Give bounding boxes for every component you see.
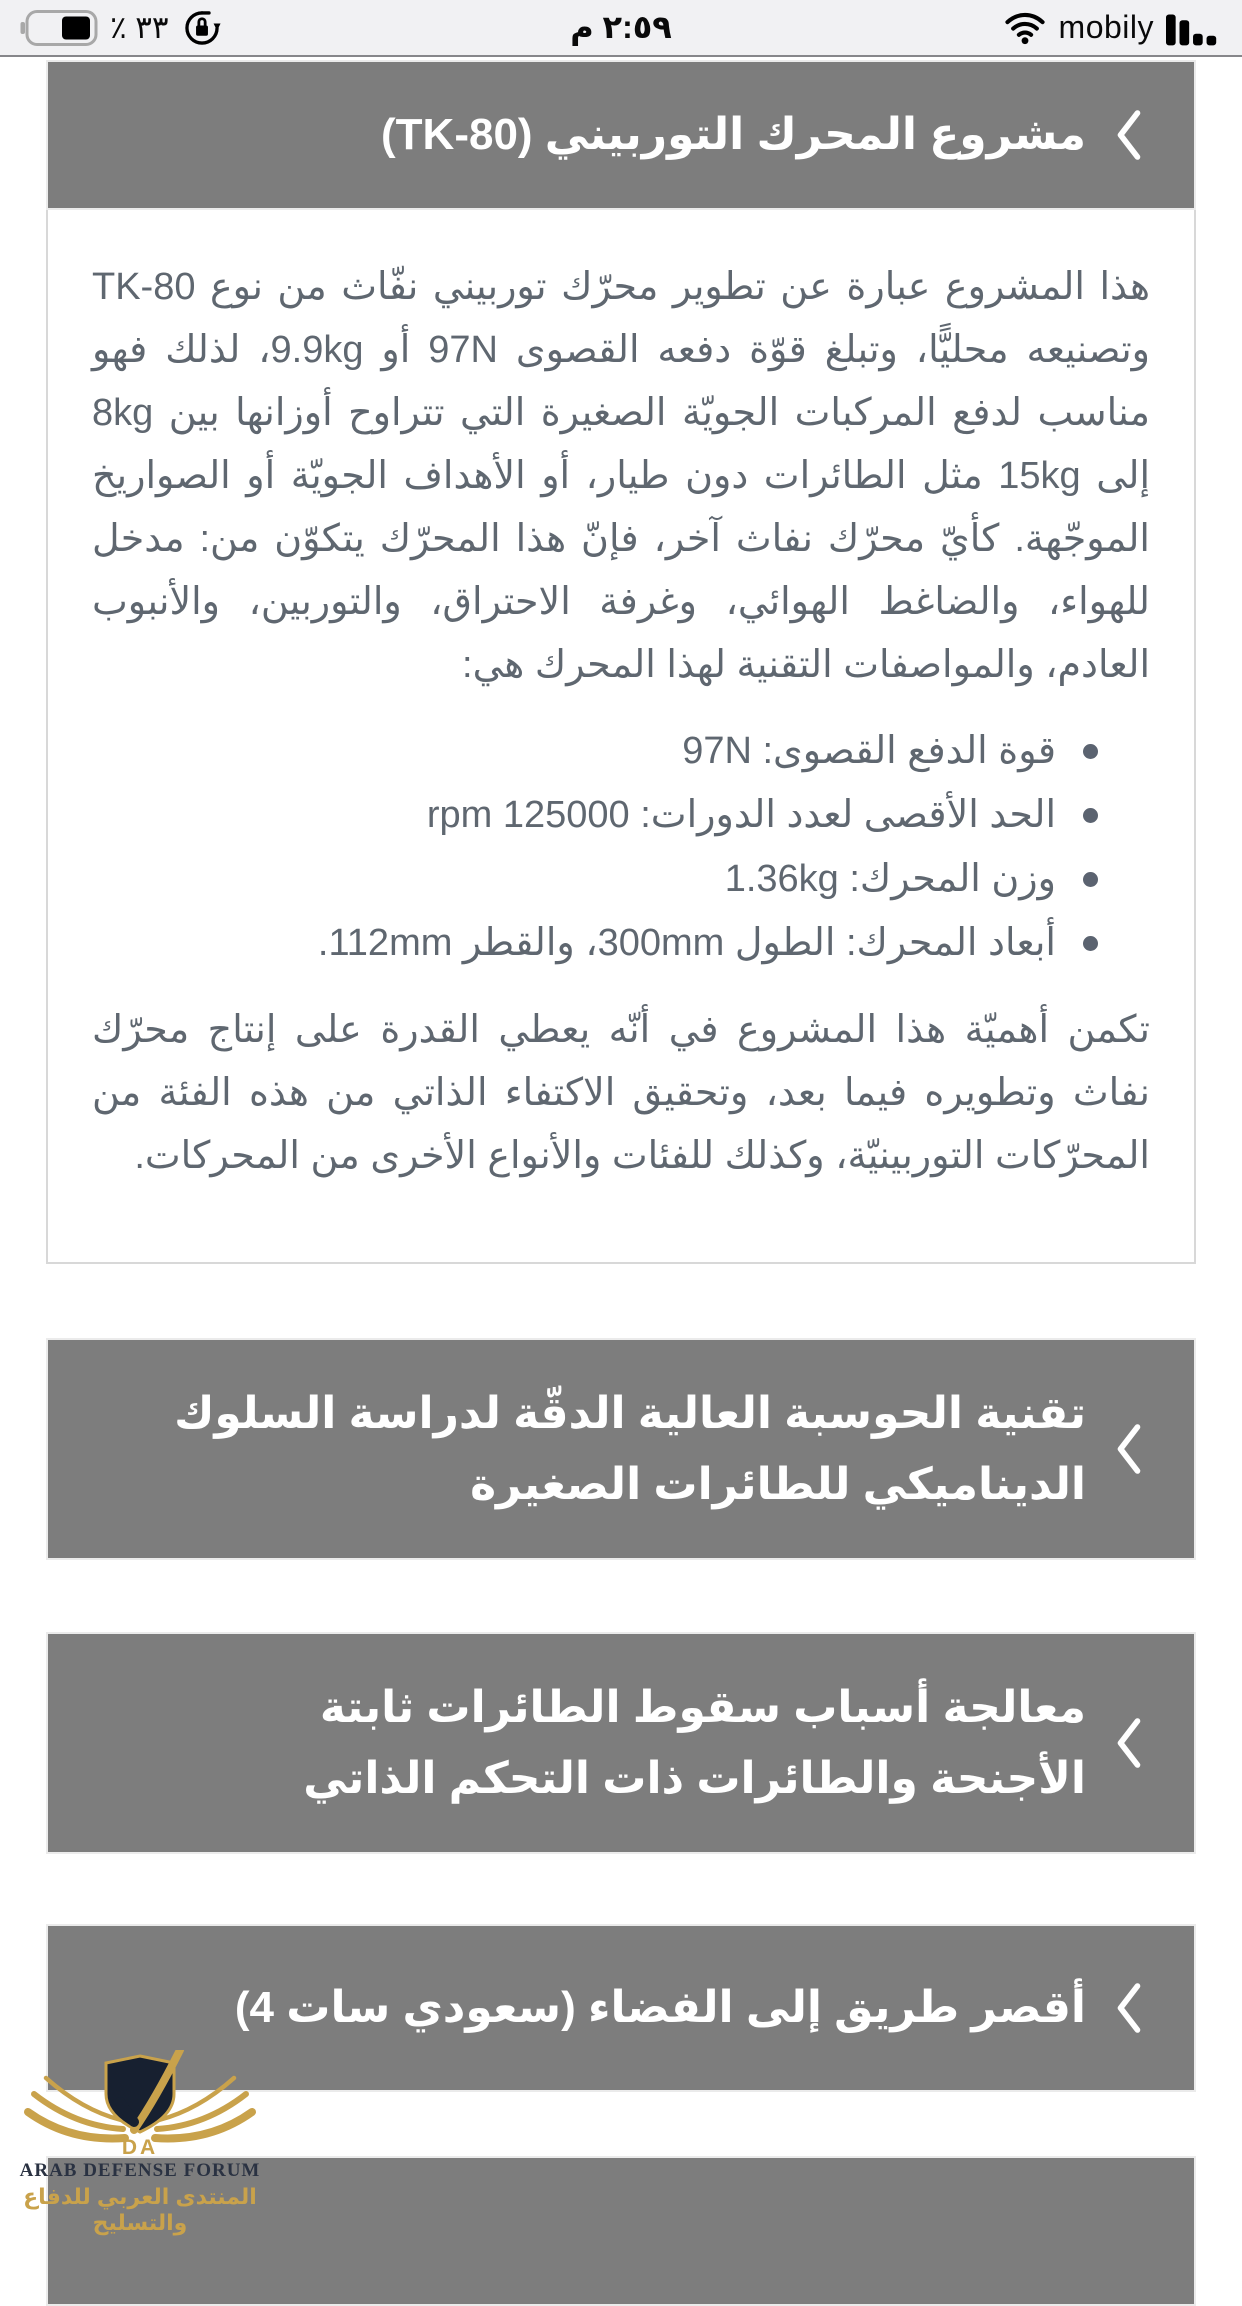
accordion-title: معالجة أسباب سقوط الطائرات ثابتة الأجنحة والطائرات ذات التحكم الذاتي bbox=[303, 1682, 1086, 1803]
accordion-header-hpc-dynamics[interactable] bbox=[46, 1338, 1196, 1560]
status-bar bbox=[0, 0, 1242, 57]
engine-spec-list bbox=[92, 719, 1150, 975]
accordion-header-saudisat4[interactable] bbox=[46, 1924, 1196, 2092]
spec-item: أبعاد المحرك: الطول 300mm، والقطر 112mm. bbox=[92, 911, 1104, 975]
article-panel bbox=[46, 210, 1196, 1264]
accordion-header-crash-causes[interactable] bbox=[46, 1632, 1196, 1854]
spec-item: وزن المحرك: 1.36kg bbox=[92, 847, 1104, 911]
accordion-list bbox=[46, 60, 1196, 2306]
clock-label: م ٢:٥٩ bbox=[570, 8, 672, 45]
chevron-left-icon bbox=[1112, 1981, 1146, 2035]
forum-name-ar: المنتدى العربي للدفاع والتسليح bbox=[23, 2184, 257, 2235]
accordion-header-clipped[interactable] bbox=[46, 2156, 1196, 2306]
carrier-label: mobily bbox=[1058, 9, 1154, 45]
accordion-title: أقصر طريق إلى الفضاء (سعودي سات 4) bbox=[234, 1983, 1086, 2033]
spec-item: قوة الدفع القصوى: 97N bbox=[92, 719, 1104, 783]
accordion-title: مشروع المحرك التوربيني (TK-80) bbox=[381, 110, 1086, 160]
article-paragraph-importance: تكمن أهميّة هذا المشروع في أنّه يعطي القدرة على إنتاج محرّك نفاث وتطويره فيما بعد، وتحقيق الاكتفاء الذاتي من هذه الفئة من المحرّكات التوربينيّة، وكذلك للفئات والأنواع الأخرى من المحركات. bbox=[92, 1009, 1150, 1177]
chevron-left-icon bbox=[1112, 1422, 1146, 1476]
forum-name-en: ARAB DEFENSE FORUM bbox=[19, 2160, 261, 2181]
article-paragraph-intro: هذا المشروع عبارة عن تطوير محرّك توربيني نفّاث من نوع TK-80 وتصنيعه محليًّا، وتبلغ قوّة دفعه القصوى 97N أو 9.9kg، لذلك فهو مناسب لدفع المركبات الجويّة الصغيرة التي تتراوح أوزانها بين 8kg إلى 15kg مثل الطائرات دون طيار، أو الأهداف الجويّة أو الصواريخ الموجّهة. كأيّ محرّك نفاث آخر، فإنّ هذا المحرّك يتكوّن من: مدخل للهواء، والضاغط الهوائي، وغرفة الاحتراق، والتوربين، والأنبوب العادم، والمواصفات التقنية لهذا المحرك هي: bbox=[92, 266, 1151, 686]
accordion-header-turbine-engine[interactable] bbox=[46, 60, 1196, 210]
chevron-left-icon bbox=[1112, 1716, 1146, 1770]
battery-icon bbox=[20, 9, 98, 47]
chevron-left-icon bbox=[1112, 108, 1146, 162]
battery-percent: ٪ ٣٣ bbox=[110, 9, 169, 45]
wifi-icon bbox=[1003, 11, 1047, 45]
accordion-title: تقنية الحوسبة العالية الدقّة لدراسة السلوك الديناميكي للطائرات الصغيرة bbox=[174, 1388, 1086, 1509]
orientation-lock-icon bbox=[181, 7, 223, 49]
spec-item: الحد الأقصى لعدد الدورات: 125000 rpm bbox=[92, 783, 1104, 847]
forum-monogram: DA bbox=[121, 2136, 159, 2159]
signal-strength-icon bbox=[1166, 10, 1222, 46]
